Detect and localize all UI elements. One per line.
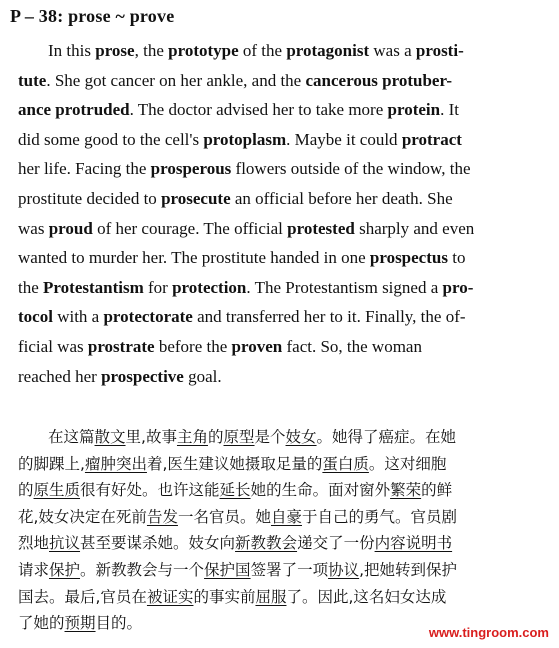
bold-term: protectorate [103, 307, 193, 327]
underlined-term: 被证实 [146, 587, 194, 606]
english-line [18, 362, 543, 392]
text-run: reached her [18, 366, 102, 386]
underlined-term: 自豪 [270, 507, 302, 526]
text-run: 的鲜 [421, 481, 453, 500]
text-run: goal. [183, 366, 222, 386]
english-paragraph [18, 36, 543, 391]
underlined-term: 蛋白质 [322, 454, 369, 473]
text-run: 。新教教会与一个 [80, 560, 205, 579]
text-run: was [18, 218, 49, 238]
chinese-line [18, 584, 543, 611]
text-run: with a [52, 307, 104, 327]
bold-term: pro- [442, 277, 474, 297]
text-run: and transferred her to it. Finally, the of- [192, 307, 466, 327]
underlined-term: 保护国 [204, 560, 251, 579]
text-run: an official before her death. She [230, 188, 453, 208]
underlined-term: 新教教会 [235, 534, 298, 553]
text-run: . The doctor advised her to take more [129, 100, 388, 120]
text-run: . She got cancer on her ankle, and the [46, 70, 306, 90]
underlined-term: 保护 [49, 560, 81, 579]
bold-term: protoplasm [203, 129, 287, 149]
chinese-paragraph [18, 424, 543, 637]
text-run: 的脚踝上, [18, 454, 85, 473]
underlined-term: 原生质 [33, 481, 81, 500]
bold-term: cancerous protuber- [305, 70, 453, 90]
text-run: 了她的 [18, 614, 65, 633]
bold-term: proven [231, 336, 283, 356]
text-run: prostitute decided to [18, 188, 162, 208]
english-line [18, 66, 543, 96]
site-watermark: www.tingroom.com [428, 625, 549, 640]
text-run: . Maybe it could [286, 129, 402, 149]
text-run: 。她得了癌症。在她 [316, 428, 457, 446]
text-run: 是个 [254, 428, 286, 446]
bold-term: protract [401, 129, 462, 149]
bold-term: Protestantism [43, 277, 144, 297]
text-run: 的事实前 [193, 587, 256, 606]
bold-term: prospectus [369, 248, 448, 268]
text-run: 花,妓女决定在死前 [18, 507, 147, 526]
text-run: , the [134, 41, 169, 60]
text-run: for [143, 277, 173, 297]
text-run: sharply and even [354, 218, 475, 238]
text-run: 着,医生建议她摄取足量的 [146, 454, 323, 473]
text-run: 她的生命。面对窗外 [250, 481, 391, 500]
text-run: of the [238, 41, 287, 60]
text-run: of her courage. The official [92, 218, 288, 238]
text-run: did some good to the cell's [18, 129, 204, 149]
english-line [18, 125, 543, 155]
text-run: 了。因此,这名妇女达成 [286, 587, 447, 606]
chinese-line [18, 451, 543, 478]
text-run: to [447, 248, 466, 268]
text-run: flowers outside of the window, the [231, 159, 471, 179]
text-run: ficial was [18, 336, 88, 356]
chinese-line [18, 530, 543, 557]
english-line [18, 184, 543, 214]
english-line [18, 332, 543, 362]
text-run: was a [369, 41, 416, 60]
underlined-term: 原型 [223, 428, 255, 446]
section-heading: P – 38: prose ~ prove [10, 6, 175, 26]
bold-term: prosti- [415, 41, 464, 60]
bold-term: prostrate [87, 336, 155, 356]
text-run: 国去。最后,官员在 [18, 587, 147, 606]
chinese-line [18, 504, 543, 531]
text-run: . The Protestantism signed a [246, 277, 443, 297]
english-line [18, 214, 543, 244]
underlined-term: 繁荣 [390, 481, 422, 500]
text-run: 甚至要谋杀她。妓女向 [80, 534, 236, 553]
bold-term: ance protruded [18, 100, 130, 120]
text-run: 烈地 [18, 534, 50, 553]
text-run: 于自己的勇气。官员剧 [301, 507, 457, 526]
bold-term: protagonist [286, 41, 370, 60]
text-run: 请求 [18, 560, 50, 579]
english-line [18, 36, 543, 66]
text-run: . It [440, 100, 459, 120]
text-run: 签署了一项 [250, 560, 329, 579]
text-run: the [18, 277, 44, 297]
text-run: ,把她转到保护 [359, 560, 458, 579]
text-run: 很有好处。也许这能 [80, 481, 220, 500]
text-run: wanted to murder her. The prostitute handed in one [18, 248, 370, 268]
underlined-term: 瘤肿突出 [84, 454, 147, 473]
underlined-term: 散文 [94, 428, 126, 446]
english-line [18, 243, 543, 273]
underlined-term: 告发 [146, 507, 178, 526]
text-run: 一名官员。她 [177, 507, 271, 526]
english-line [18, 154, 543, 184]
text-run: 在这篇 [48, 428, 95, 446]
underlined-term: 主角 [176, 428, 208, 446]
underlined-term: 内容说明书 [374, 534, 453, 553]
text-run: before the [154, 336, 232, 356]
text-run: fact. So, the woman [282, 336, 422, 356]
text-run: 里,故事 [125, 428, 177, 446]
bold-term: proud [48, 218, 93, 238]
text-run: 目的。 [95, 614, 143, 633]
text-run: 的 [18, 481, 34, 500]
text-run: 递交了一份 [297, 534, 375, 553]
text-run: 。这对细胞 [368, 454, 447, 473]
english-line [18, 302, 543, 332]
underlined-term: 协议 [328, 560, 360, 579]
chinese-line [18, 477, 543, 504]
chinese-line [18, 424, 543, 451]
bold-term: prosecute [161, 188, 231, 208]
text-run: her life. Facing the [18, 159, 151, 179]
bold-term: protein [387, 100, 441, 120]
bold-term: prosperous [150, 159, 232, 179]
english-line [18, 95, 543, 125]
bold-term: tute [18, 70, 47, 90]
text-run: 的 [207, 428, 224, 446]
bold-term: prose [95, 41, 135, 60]
underlined-term: 妓女 [285, 428, 317, 446]
bold-term: tocol [18, 307, 53, 327]
bold-term: prospective [101, 366, 184, 386]
chinese-line [18, 557, 543, 584]
underlined-term: 预期 [64, 614, 96, 633]
underlined-term: 抗议 [49, 534, 81, 553]
bold-term: protection [172, 277, 247, 297]
text-run: In this [48, 41, 96, 60]
bold-term: protested [287, 218, 355, 238]
english-line [18, 273, 543, 303]
underlined-term: 延长 [219, 481, 251, 500]
bold-term: prototype [168, 41, 239, 60]
underlined-term: 屈服 [255, 587, 287, 606]
